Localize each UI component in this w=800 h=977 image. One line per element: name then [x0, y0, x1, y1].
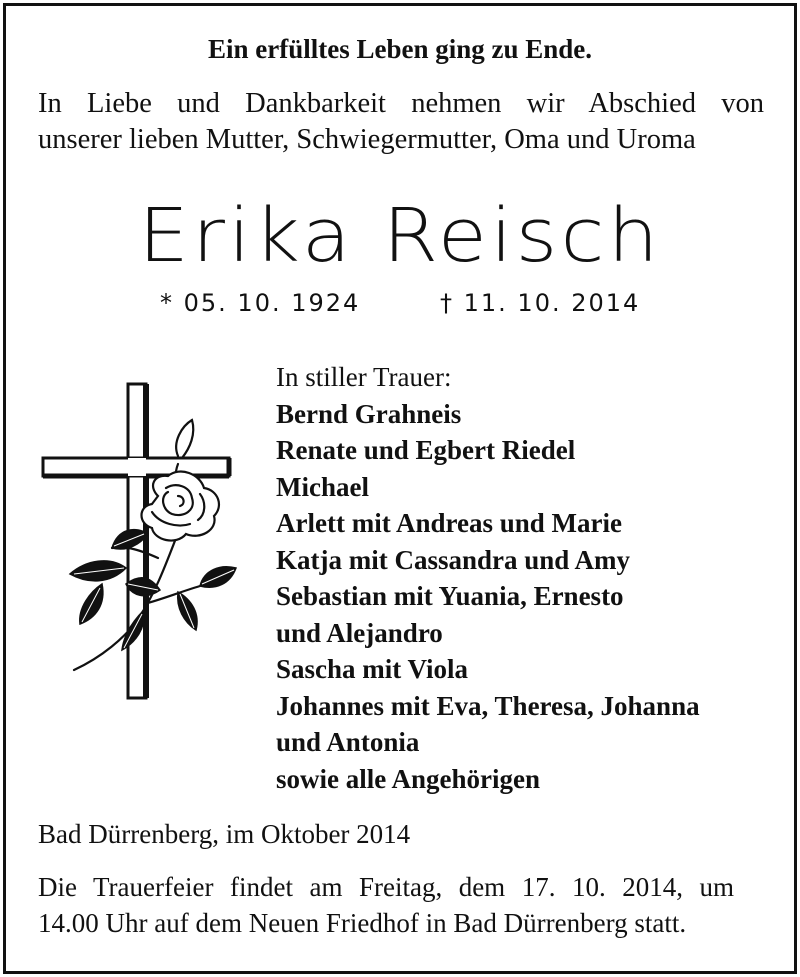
mourner-name: Sebastian mit Yuania, Ernesto	[276, 581, 624, 611]
mourner-name: Johannes mit Eva, Theresa, Johanna	[276, 690, 700, 721]
mourners-list	[276, 396, 776, 798]
mourner-name: Michael	[276, 471, 369, 502]
place-date: Bad Dürrenberg, im Oktober 2014	[38, 819, 411, 849]
mourner-name: und Antonia	[276, 727, 420, 757]
deceased-name: Erika Reisch	[138, 193, 662, 279]
leaves-icon	[70, 530, 236, 650]
mourner-name: Bernd Grahneis	[276, 398, 462, 429]
mourner-name: Renate und Egbert Riedel	[276, 435, 576, 465]
intro-text	[38, 86, 764, 158]
mourners-block	[276, 359, 776, 797]
mourner-name: Katja mit Cassandra und Amy	[276, 544, 631, 575]
intro-line-1: In Liebe und Dankbarkeit nehmen wir Abschied von	[38, 88, 764, 119]
birth-date: * 05. 10. 1924	[160, 289, 361, 317]
funeral-line-1: Die Trauerfeier findet am Freitag, dem 17. 10. 2014, um	[38, 872, 734, 902]
mourning-label: In stiller Trauer:	[276, 362, 452, 392]
funeral-info	[38, 869, 734, 941]
cross-with-rose-icon	[40, 378, 240, 700]
headline: Ein erfülltes Leben ging zu Ende.	[207, 34, 593, 64]
mourner-name: und Alejandro	[276, 617, 443, 648]
intro-line-2: unserer lieben Mutter, Schwiegermutter, Oma und Uroma	[38, 124, 696, 155]
funeral-line-2: 14.00 Uhr auf dem Neuen Friedhof in Bad Dürrenberg statt.	[38, 908, 687, 938]
death-date: † 11. 10. 2014	[440, 289, 641, 317]
mourner-name: Arlett mit Andreas und Marie	[276, 508, 622, 538]
mourner-name: Sascha mit Viola	[276, 654, 469, 684]
mourner-name: sowie alle Angehörigen	[276, 763, 540, 794]
